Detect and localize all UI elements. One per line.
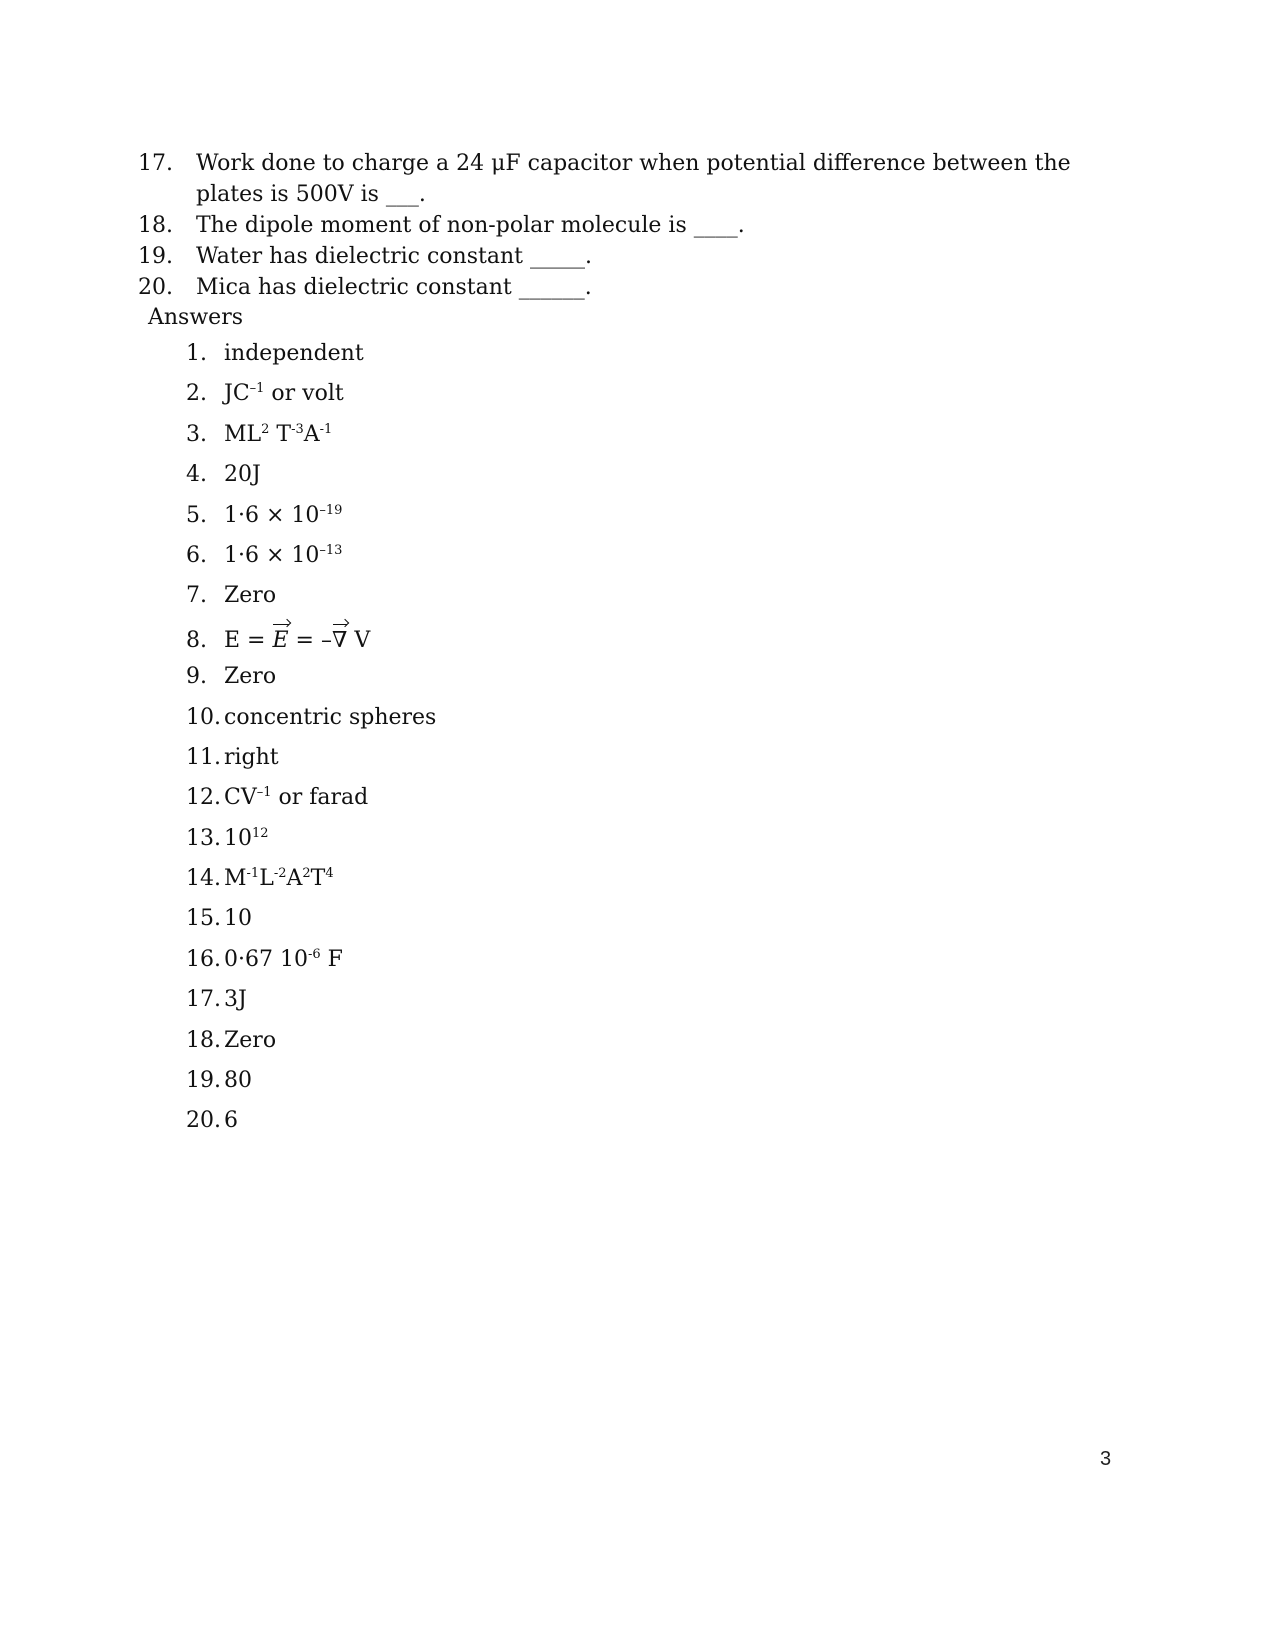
page-number: 3 bbox=[1100, 1448, 1112, 1470]
answer-number: 15. bbox=[186, 906, 221, 932]
answer-item bbox=[186, 341, 436, 381]
answer-text bbox=[224, 381, 344, 407]
answer-text: 3J bbox=[224, 987, 247, 1013]
question-item bbox=[138, 241, 1098, 272]
answer-item bbox=[186, 503, 436, 543]
answer-number: 20. bbox=[186, 1108, 221, 1134]
answer-item bbox=[186, 826, 436, 866]
answer-middle: = – bbox=[288, 627, 332, 653]
answer-number: 6. bbox=[186, 542, 207, 568]
question-line: Work done to charge a 24 μF capacitor when potential difference between the bbox=[196, 151, 1071, 176]
answer-text bbox=[224, 543, 342, 569]
answer-text bbox=[224, 422, 332, 448]
answer-suffix: V bbox=[347, 627, 371, 653]
question-text: Mica has dielectric constant ______. bbox=[196, 275, 592, 300]
vector-nabla-symbol: ∇ bbox=[331, 627, 348, 653]
answer-part: M bbox=[224, 866, 247, 892]
answer-text: independent bbox=[224, 341, 364, 366]
question-number: 19. bbox=[138, 244, 173, 269]
answer-number: 8. bbox=[186, 627, 207, 653]
question-text: Water has dielectric constant _____. bbox=[196, 244, 592, 269]
answer-superscript: -1 bbox=[246, 866, 260, 882]
answer-superscript: –13 bbox=[319, 542, 343, 558]
answer-part: A bbox=[286, 866, 303, 892]
answer-part: T bbox=[310, 866, 326, 892]
answer-number: 14. bbox=[186, 866, 221, 892]
answer-base: 10 bbox=[224, 825, 252, 851]
answer-text: concentric spheres bbox=[224, 704, 437, 730]
answer-superscript: 4 bbox=[325, 866, 334, 882]
answer-base: 1·6 × 10 bbox=[224, 542, 320, 568]
question-line: plates is 500V is ___. bbox=[196, 182, 426, 207]
answer-superscript: –1 bbox=[256, 785, 272, 801]
answer-text: Zero bbox=[224, 664, 277, 690]
answer-text bbox=[224, 826, 269, 852]
answer-text: 6 bbox=[224, 1108, 238, 1134]
answer-number: 11. bbox=[186, 744, 221, 770]
answer-item bbox=[186, 1028, 436, 1068]
answer-text bbox=[224, 624, 370, 654]
answer-text: right bbox=[224, 744, 279, 770]
answer-prefix: E = bbox=[224, 627, 273, 653]
question-text bbox=[196, 148, 1098, 210]
answer-base: CV bbox=[224, 785, 257, 811]
answer-number: 5. bbox=[186, 502, 207, 528]
answer-list bbox=[186, 341, 436, 1149]
answer-part: A bbox=[303, 421, 320, 447]
answer-item bbox=[186, 1108, 436, 1148]
question-item bbox=[138, 210, 1098, 241]
answer-item bbox=[186, 422, 436, 462]
answer-superscript: 2 bbox=[302, 866, 311, 882]
answer-superscript: –1 bbox=[249, 381, 265, 397]
question-number: 18. bbox=[138, 213, 173, 238]
answer-item bbox=[186, 947, 436, 987]
answer-number: 17. bbox=[186, 987, 221, 1013]
answer-number: 1. bbox=[186, 341, 207, 366]
answer-number: 19. bbox=[186, 1068, 221, 1094]
answer-text bbox=[224, 785, 368, 811]
question-list bbox=[138, 148, 1098, 303]
answer-text bbox=[224, 947, 343, 973]
answer-item bbox=[186, 987, 436, 1027]
answer-superscript: -6 bbox=[307, 946, 321, 962]
answer-number: 3. bbox=[186, 421, 207, 447]
question-number: 20. bbox=[138, 275, 173, 300]
answer-text bbox=[224, 503, 342, 529]
answer-number: 9. bbox=[186, 664, 207, 690]
answer-number: 13. bbox=[186, 825, 221, 851]
answer-text: Zero bbox=[224, 1027, 277, 1053]
answer-item bbox=[186, 745, 436, 785]
answer-suffix: F bbox=[320, 946, 343, 972]
answer-item bbox=[186, 381, 436, 421]
answer-item bbox=[186, 785, 436, 825]
answer-number: 7. bbox=[186, 583, 207, 609]
question-number: 17. bbox=[138, 151, 173, 176]
answer-item bbox=[186, 583, 436, 623]
answer-part: T bbox=[269, 421, 292, 447]
answer-superscript: -2 bbox=[273, 866, 287, 882]
answer-part: ML bbox=[224, 421, 262, 447]
answer-base: JC bbox=[224, 381, 250, 407]
answer-superscript: -3 bbox=[291, 421, 304, 437]
answer-item bbox=[186, 866, 436, 906]
answer-superscript: 2 bbox=[261, 421, 270, 437]
answer-suffix: or volt bbox=[264, 381, 344, 407]
answer-text bbox=[224, 866, 334, 892]
answer-base: 0·67 10 bbox=[224, 946, 308, 972]
question-text: The dipole moment of non-polar molecule is ____. bbox=[196, 213, 745, 238]
answer-item bbox=[186, 705, 436, 745]
answer-text: 10 bbox=[224, 906, 252, 932]
answer-item bbox=[186, 664, 436, 704]
answer-number: 16. bbox=[186, 946, 221, 972]
answer-number: 12. bbox=[186, 785, 221, 811]
answers-heading: Answers bbox=[148, 305, 244, 330]
question-item bbox=[138, 148, 1098, 210]
answer-superscript: 12 bbox=[252, 825, 269, 841]
answer-item bbox=[186, 906, 436, 946]
answer-number: 4. bbox=[186, 462, 207, 488]
answer-number: 10. bbox=[186, 704, 221, 730]
answer-superscript: -1 bbox=[319, 421, 333, 437]
answer-base: 1·6 × 10 bbox=[224, 502, 320, 528]
answer-number: 18. bbox=[186, 1027, 221, 1053]
answer-text: Zero bbox=[224, 583, 277, 609]
answer-item bbox=[186, 1068, 436, 1108]
answer-part: L bbox=[259, 866, 274, 892]
answer-suffix: or farad bbox=[271, 785, 369, 811]
answer-text: 80 bbox=[224, 1068, 252, 1094]
question-item bbox=[138, 272, 1098, 303]
answer-superscript: –19 bbox=[319, 502, 343, 518]
answer-item bbox=[186, 543, 436, 583]
answer-item bbox=[186, 624, 436, 664]
answer-number: 2. bbox=[186, 381, 207, 407]
answer-text: 20J bbox=[224, 462, 261, 488]
vector-e-symbol: E bbox=[272, 627, 289, 653]
answer-item bbox=[186, 462, 436, 502]
